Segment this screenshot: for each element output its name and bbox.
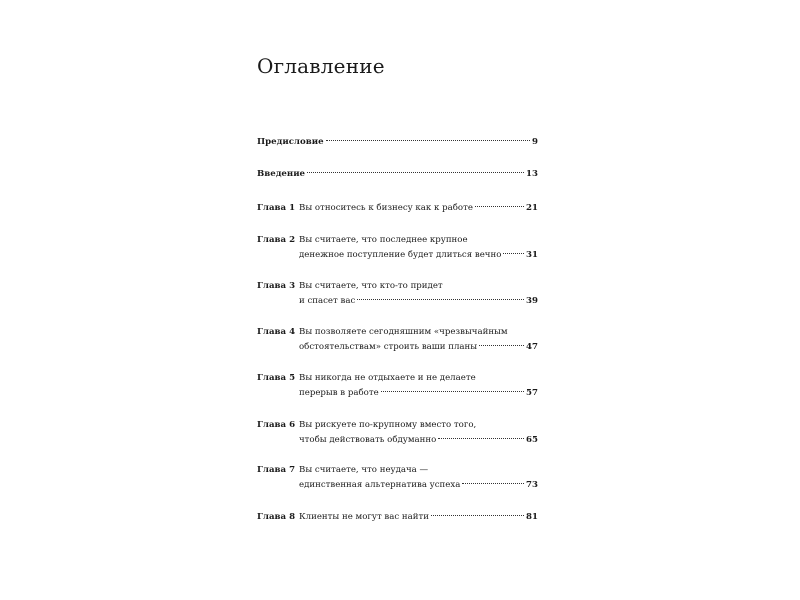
toc-page-number: 39 [526,296,538,306]
dot-leader [438,438,524,439]
chapter-label: Глава 2 [257,235,296,245]
toc-entry-chapter-3[interactable] [257,279,538,309]
chapter-title-line: Вы относитесь к бизнесу как к работе [299,203,473,213]
toc-entry-chapter-2[interactable] [257,233,538,263]
toc-entry-chapter-7[interactable] [257,463,538,493]
toc-entry-chapter-1[interactable] [257,201,538,216]
chapter-title-line: Вы позволяете сегодняшним «чрезвычайным [299,327,508,337]
dot-leader [326,140,530,141]
chapter-label: Глава 1 [257,203,296,213]
table-of-contents [257,0,538,600]
chapter-label: Глава 7 [257,465,296,475]
toc-entry-chapter-5[interactable] [257,371,538,401]
toc-page-number: 47 [526,342,538,352]
toc-page-number: 13 [526,169,538,179]
chapter-title-line: Вы рискуете по-крупному вместо того, [299,420,477,430]
dot-leader [479,345,524,346]
chapter-title-line: перерыв в работе [299,388,379,398]
dot-leader [357,299,524,300]
chapter-title-line: Вы считаете, что кто-то придет [299,281,443,291]
dot-leader [381,391,524,392]
dot-leader [462,483,524,484]
toc-page-number: 73 [526,480,538,490]
chapter-label: Глава 8 [257,512,296,522]
toc-page-number: 21 [526,203,538,213]
toc-entry-label: Введение [257,169,306,179]
dot-leader [503,253,524,254]
toc-entry-preface[interactable] [257,135,538,150]
chapter-title-line: денежное поступление будет длиться вечно [299,250,502,260]
chapter-title-line: Вы считаете, что последнее крупное [299,235,468,245]
toc-entry-label: Предисловие [257,137,324,147]
toc-entry-chapter-4[interactable] [257,325,538,355]
chapter-title-line: Клиенты не могут вас найти [299,512,429,522]
page-title: Оглавление [257,54,385,78]
toc-page-number: 57 [526,388,538,398]
dot-leader [475,206,524,207]
toc-entry-chapter-6[interactable] [257,418,538,448]
toc-page-number: 81 [526,512,538,522]
chapter-title-line: единственная альтернатива успеха [299,480,461,490]
chapter-title-line: обстоятельствам» строить ваши планы [299,342,478,352]
chapter-label: Глава 4 [257,327,296,337]
dot-leader [307,172,524,173]
chapter-title-line: Вы считаете, что неудача — [299,465,429,475]
toc-page-number: 9 [532,137,538,147]
toc-page-number: 65 [526,435,538,445]
chapter-label: Глава 5 [257,373,296,383]
chapter-label: Глава 3 [257,281,296,291]
chapter-label: Глава 6 [257,420,296,430]
toc-page-number: 31 [526,250,538,260]
dot-leader [431,515,524,516]
chapter-title-line: и спасет вас [299,296,356,306]
toc-entry-chapter-8[interactable] [257,510,538,525]
chapter-title-line: чтобы действовать обдуманно [299,435,437,445]
toc-entry-introduction[interactable] [257,167,538,182]
chapter-title-line: Вы никогда не отдыхаете и не делаете [299,373,476,383]
